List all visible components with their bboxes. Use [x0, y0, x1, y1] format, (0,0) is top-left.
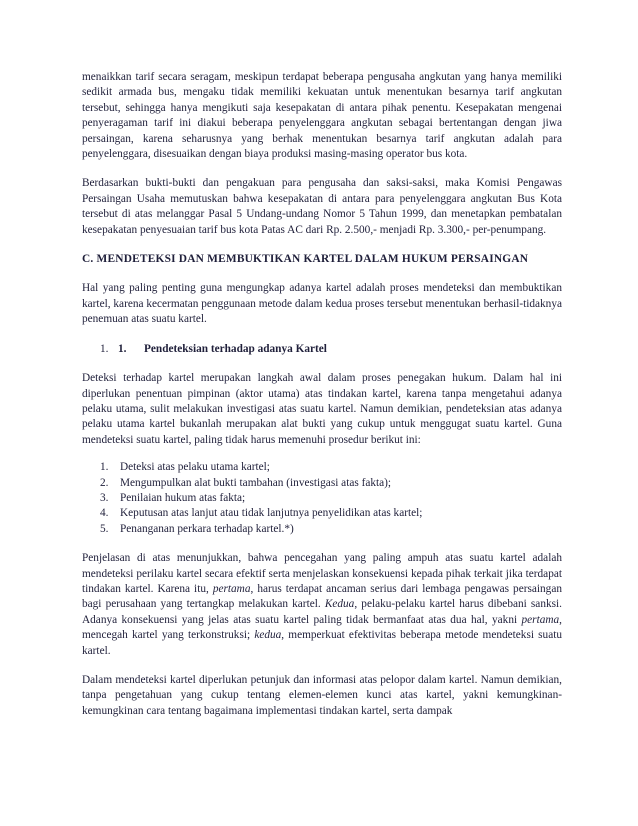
paragraph-detection-first-step: Deteksi terhadap kartel merupakan langkah awal dalam proses penegakan hukum. Dalam hal ini diperlukan penentuan pimpinan (aktor utama) atas tindakan kartel, karena tanpa mengetahui adanya pelaku utama, sulit melakukan investigasi atas suatu kartel. Namun demikian, pendeteksian atas adanya pelaku utama kartel bukanlah merupakan alat bukti yang cukup untuk menggugat suatu kartel. Guna mendeteksi suatu kartel, paling tidak harus memenuhi prosedur berikut ini: — [82, 372, 562, 446]
list-item-number: 1. — [100, 461, 109, 474]
list-item-text: Penanganan perkara terhadap kartel.*) — [120, 522, 294, 535]
subsection-number-inner: 1. — [118, 342, 127, 355]
subsection-heading — [100, 342, 562, 357]
paragraph-detection-information: Dalam mendeteksi kartel diperlukan petunjuk dan informasi atas pelopor dalam kartel. Namun demikian, tanpa pengetahuan yang cukup tentang elemen-elemen kunci atas kartel, yakni kemungkinan-kemungkinan cara tentang bagaimana implementasi tindakan kartel, serta dampak — [82, 674, 562, 717]
paragraph-kppu-decision: Berdasarkan bukti-bukti dan pengakuan para pengusaha dan saksi-saksi, maka Komisi Pengawas Persaingan Usaha memutuskan bahwa kesepakatan di antara para penyelenggara angkutan Bus Kota tersebut di atas melanggar Pasal 5 Undang-undang Nomor 5 Tahun 1999, dan menetapkan pembatalan kesepakatan penyesuaian tarif bus kota Patas AC dari Rp. 2.500,- menjadi Rp. 3.300,- per-penumpang. — [82, 177, 562, 236]
list-item-text: Penilaian hukum atas fakta; — [120, 491, 246, 504]
list-item-text: Mengumpulkan alat bukti tambahan (investigasi atas fakta); — [120, 476, 392, 489]
emphasis-text: pertama — [521, 613, 560, 626]
list-item-number: 2. — [100, 476, 109, 489]
subsection-title: Pendeteksian terhadap adanya Kartel — [144, 342, 327, 355]
list-item-text: Keputusan atas lanjut atau tidak lanjutnya penyelidikan atas kartel; — [120, 507, 423, 520]
list-item-text: Deteksi atas pelaku utama kartel; — [120, 461, 270, 474]
paragraph-prevention-explanation — [82, 551, 562, 659]
list-item-number: 4. — [100, 507, 109, 520]
list-item — [100, 491, 562, 506]
subsection-number-outer: 1. — [100, 342, 109, 355]
emphasis-text: kedua — [254, 629, 282, 642]
list-item — [100, 506, 562, 521]
text-run: , pelaku-pelaku kartel harus dibebani sanksi. Adanya konsekuensi yang jelas atas suatu kartel paling tidak bermanfaat atas dua hal, yakni — [82, 598, 562, 626]
text-run: , harus terdapat ancaman serius dari lembaga pengawas persaingan bagi perusahaan yang tertangkap melakukan kartel. — [82, 582, 562, 611]
list-item — [100, 476, 562, 491]
document-page — [82, 70, 562, 733]
text-run: Penjelasan di atas menunjukkan, bahwa pencegahan yang paling ampuh atas suatu kartel adalah mendeteksi perilaku kartel secara efektif serta menjelaskan konsekuensi kepada pihak terkait jika terdapat tindakan kartel. Karena itu, — [82, 552, 562, 595]
emphasis-text: pertama — [212, 582, 251, 595]
list-item-number: 5. — [100, 522, 109, 535]
section-heading: C. MENDETEKSI DAN MEMBUKTIKAN KARTEL DALAM HUKUM PERSAINGAN — [82, 253, 529, 266]
paragraph-detect-prove-intro: Hal yang paling penting guna mengungkap adanya kartel adalah proses mendeteksi dan membuktikan kartel, karena kecermatan penggunaan metode dalam kedua proses tersebut menentukan berhasil-tidaknya penemuan atas suatu kartel. — [82, 282, 562, 326]
list-item — [100, 522, 562, 537]
text-run: , mencegah kartel yang terkonstruksi; — [82, 613, 562, 642]
emphasis-text: Kedua — [324, 598, 355, 611]
text-run: , memperkuat efektivitas beberapa metode mendeteksi suatu kartel. — [82, 629, 562, 657]
paragraph-tarif-agreement: menaikkan tarif secara seragam, meskipun terdapat beberapa pengusaha angkutan yang hanya memiliki sedikit armada bus, mengaku tidak memiliki kekuatan untuk menentukan besarnya tarif angkutan tersebut, sehingga hanya mengikuti saja kesepakatan di antara pihak penentu. Kesepakatan mengenai penyeragaman tarif ini diakui beberapa penyelenggara angkutan sebagai bertentangan dengan jiwa persaingan, karena seharusnya yang berhak menentukan besarnya tarif angkutan adalah para penyelenggara, disesuaikan dengan biaya produksi masing-masing operator bus kota. — [82, 71, 562, 161]
list-item-number: 3. — [100, 491, 109, 504]
procedure-list — [82, 460, 562, 537]
list-item — [100, 460, 562, 475]
